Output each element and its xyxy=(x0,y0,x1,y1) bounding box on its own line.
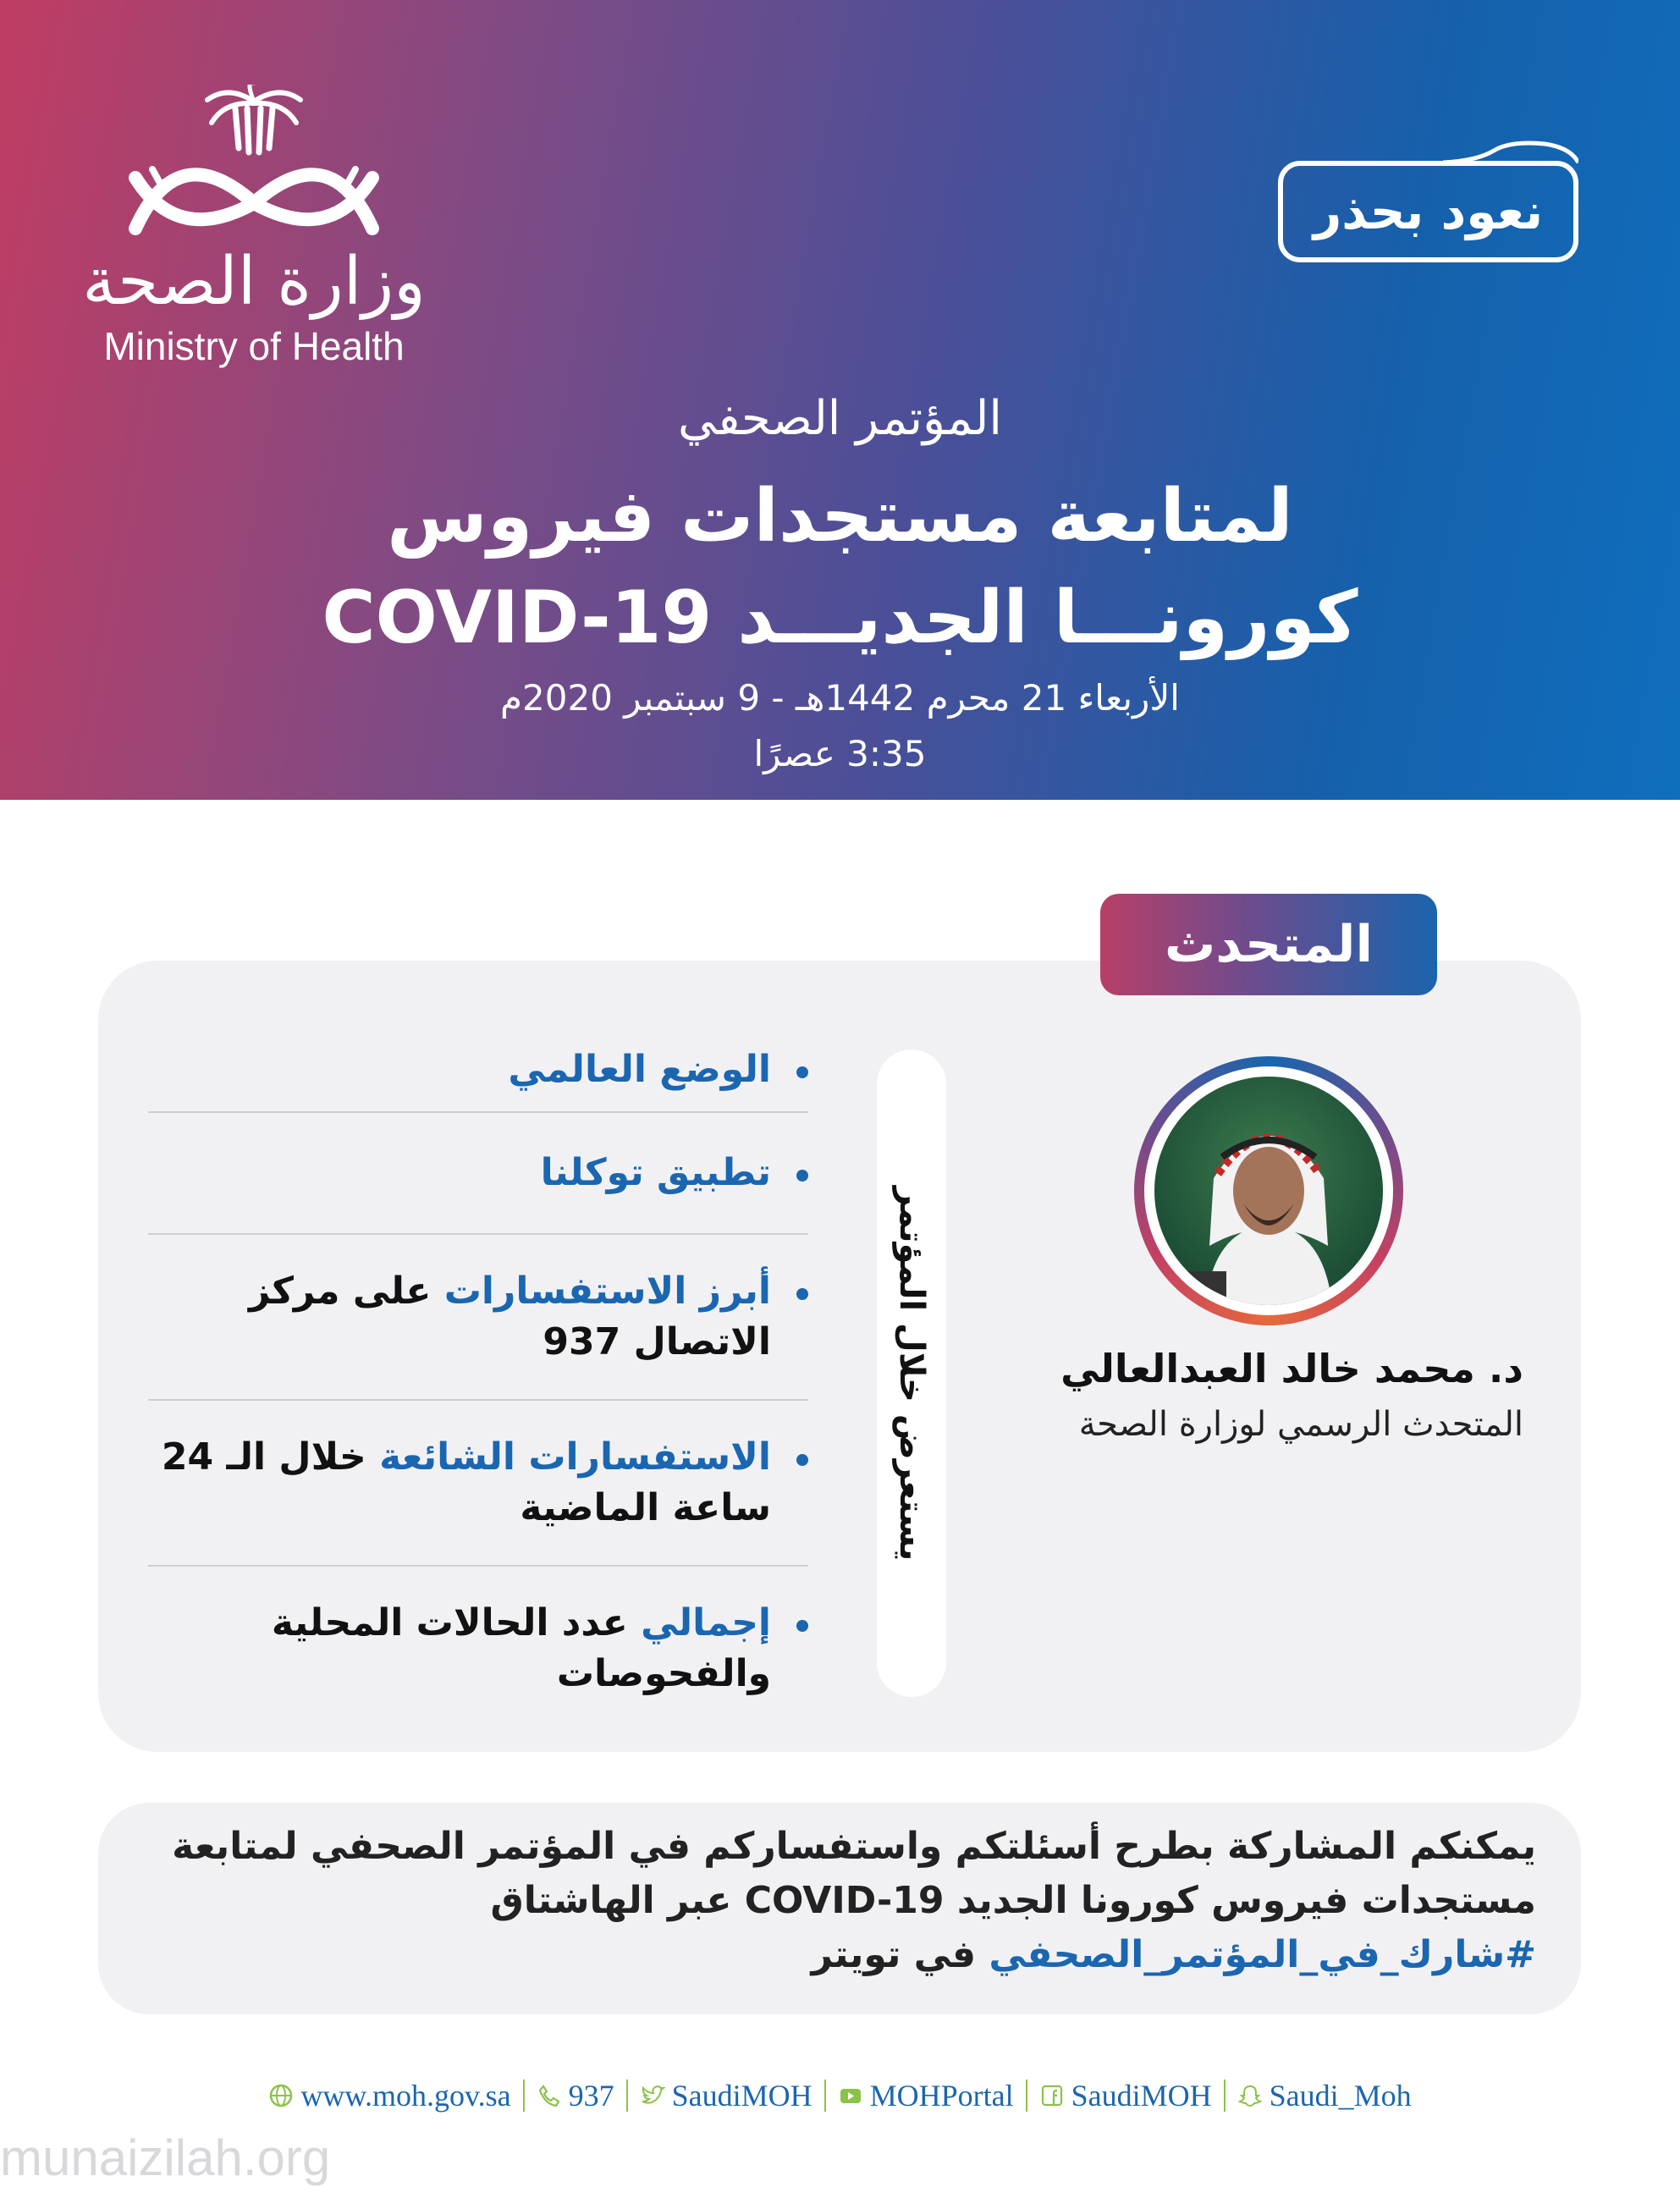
palm-swords-emblem-icon xyxy=(127,85,381,245)
twitter-icon xyxy=(640,2083,665,2108)
footer-divider xyxy=(824,2080,826,2112)
agenda-item xyxy=(508,1044,808,1095)
conference-title-line2: كورونـــا الجديـــد COVID-19 xyxy=(322,576,1358,660)
footer-youtube-text: MOHPortal xyxy=(869,2079,1014,2113)
conference-subtitle: المؤتمر الصحفي xyxy=(678,391,1002,446)
speaker-name: د. محمد خالد العبدالعالي xyxy=(1060,1346,1523,1391)
footer-website[interactable] xyxy=(260,2078,519,2113)
speaker-title: المتحدث الرسمي لوزارة الصحة xyxy=(1078,1405,1523,1444)
footer-snapchat[interactable] xyxy=(1229,2078,1420,2113)
agenda-item-wrap xyxy=(148,1028,808,1111)
speaker-tab-label: المتحدث xyxy=(1165,915,1374,974)
speaker-photo xyxy=(1154,1077,1383,1305)
footer-youtube[interactable] xyxy=(829,2078,1022,2113)
agenda-item xyxy=(148,1432,808,1534)
note-suffix: في تويتر xyxy=(811,1933,977,1976)
footer-facebook-text: SaudiMOH xyxy=(1071,2079,1212,2113)
slogan-badge xyxy=(1278,161,1578,262)
footer-snapchat-text: Saudi_Moh xyxy=(1269,2079,1412,2113)
agenda-vertical-label-wrap xyxy=(877,1049,946,1697)
agenda-vertical-label: يستعرض خلال المؤتمر xyxy=(892,1186,932,1561)
bullet-icon xyxy=(796,1170,808,1182)
agenda-item-wrap xyxy=(148,1401,808,1565)
bullet-icon xyxy=(796,1620,808,1632)
header-banner xyxy=(0,0,1680,800)
footer-divider xyxy=(1224,2080,1226,2112)
conference-time: 3:35 عصرًا xyxy=(753,733,927,774)
agenda-item-wrap xyxy=(148,1235,808,1399)
logo-arabic-text: وزارة الصحة xyxy=(82,244,426,320)
bullet-icon xyxy=(796,1066,808,1078)
youtube-icon xyxy=(838,2083,863,2108)
car-roof-icon xyxy=(1443,140,1578,164)
agenda-item-highlight: الوضع العالمي xyxy=(508,1048,771,1091)
agenda-item-highlight: أبرز الاستفسارات xyxy=(443,1270,771,1313)
speaker-tab xyxy=(1100,894,1437,995)
footer-divider xyxy=(626,2080,628,2112)
agenda-list xyxy=(148,1028,808,1731)
footer-divider xyxy=(523,2080,525,2112)
agenda-item-rest: عدد الحالات المحلية والفحوصات xyxy=(271,1601,771,1695)
agenda-item-highlight: إجمالي xyxy=(641,1601,771,1644)
footer-website-text: www.moh.gov.sa xyxy=(300,2079,511,2113)
agenda-item-highlight: الاستفسارات الشائعة xyxy=(379,1435,771,1479)
footer-divider xyxy=(1026,2080,1027,2112)
speaker-photo-ring xyxy=(1134,1056,1403,1325)
agenda-item xyxy=(148,1598,808,1699)
agenda-item-highlight: تطبيق توكلنا xyxy=(540,1151,771,1194)
logo-english-text: Ministry of Health xyxy=(103,324,405,368)
footer-facebook[interactable] xyxy=(1031,2078,1220,2113)
bullet-icon xyxy=(796,1454,808,1466)
agenda-item-wrap xyxy=(148,1113,808,1233)
snapchat-icon xyxy=(1237,2083,1263,2108)
participation-note xyxy=(148,1820,1536,1982)
bullet-icon xyxy=(796,1288,808,1300)
speaker-photo-frame xyxy=(1144,1066,1393,1315)
watermark: munaizilah.org xyxy=(0,2129,331,2186)
conference-title-line1: لمتابعة مستجدات فيروس xyxy=(387,474,1293,559)
footer-phone-text: 937 xyxy=(568,2079,614,2113)
agenda-item xyxy=(148,1266,808,1368)
agenda-item-rest: خلال الـ 24 ساعة الماضية xyxy=(161,1435,771,1529)
agenda-item xyxy=(541,1148,808,1198)
note-hashtag[interactable]: #شارك_في_المؤتمر_الصحفي xyxy=(989,1933,1536,1976)
ministry-logo xyxy=(76,85,432,406)
speaker-portrait-icon xyxy=(1154,1077,1383,1305)
footer-contacts xyxy=(0,2078,1680,2113)
footer-twitter[interactable] xyxy=(631,2078,821,2113)
note-text: يمكنكم المشاركة بطرح أسئلتكم واستفساركم في المؤتمر الصحفي لمتابعة مستجدات فيروس كورونا الجديد COVID-19 عبر الهاشتاق xyxy=(172,1825,1536,1922)
agenda-item-wrap xyxy=(148,1567,808,1731)
slogan-text: نعود بحذر xyxy=(1313,183,1544,240)
footer-phone[interactable] xyxy=(528,2078,623,2113)
globe-icon xyxy=(268,2083,294,2108)
agenda-item-rest: على مركز الاتصال 937 xyxy=(248,1270,771,1363)
facebook-icon xyxy=(1039,2083,1065,2108)
conference-date: الأربعاء 21 محرم 1442هـ - 9 سبتمبر 2020م xyxy=(500,677,1180,719)
phone-icon xyxy=(537,2083,562,2108)
footer-twitter-text: SaudiMOH xyxy=(671,2079,812,2113)
